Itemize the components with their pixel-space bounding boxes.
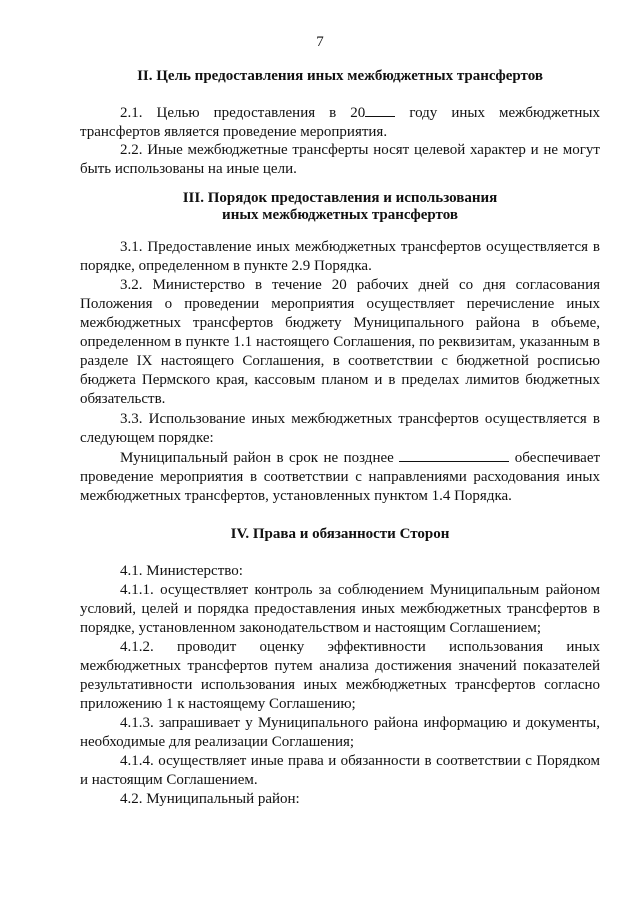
year-blank (365, 103, 395, 117)
section-3-title-line-2: иных межбюджетных трансфертов (222, 207, 458, 223)
paragraph-3-3: 3.3. Использование иных межбюджетных трансфертов осуществляется в следующем порядке: (80, 411, 600, 446)
section-2-title: II. Цель предоставления иных межбюджетных трансфертов (137, 68, 543, 84)
page-number: 7 (316, 34, 324, 50)
paragraph-4-1-4: 4.1.4. осуществляет иные права и обязанности в соответствии с Порядком и настоящим Соглашением. (80, 753, 600, 788)
paragraph-3-2: 3.2. Министерство в течение 20 рабочих дней со дня согласования Положения о проведении мероприятия осуществляет перечисление иных межбюджетных трансфертов бюджету Муниципального района в объеме, определенном в пункте 1.1 настоящего Соглашения, по реквизитам, указанным в разделе IX настоящего Соглашения, в соответствии с бюджетной росписью бюджета Пермского края, кассовым планом и в пределах лимитов бюджетных обязательств. (80, 277, 600, 407)
paragraph-4-2: 4.2. Муниципальный район: (120, 791, 300, 807)
paragraph-3-1: 3.1. Предоставление иных межбюджетных трансфертов осуществляется в порядке, определенном в пункте 2.9 Порядка. (80, 239, 600, 274)
municipal-paragraph-start: Муниципальный район в срок не позднее (120, 450, 394, 466)
paragraph-4-1-2: 4.1.2. проводит оценку эффективности использования иных межбюджетных трансфертов путем анализа достижения значений показателей результативности использования иных межбюджетных трансфертов согласно приложению 1 к настоящему Соглашению; (80, 639, 600, 712)
paragraph-municipal-district (80, 448, 600, 506)
paragraph-2-2: 2.2. Иные межбюджетные трансферты носят целевой характер и не могут быть использованы на иные цели. (80, 142, 600, 177)
paragraph-2-1-end: году иных межбюджетных трансфертов является проведение мероприятия. (80, 105, 601, 140)
paragraph-4-1-1: 4.1.1. осуществляет контроль за соблюдением Муниципальным районом условий, целей и порядка предоставления иных межбюджетных трансфертов в порядке, установленном законодательством и настоящим Соглашением; (80, 582, 600, 636)
section-4-title: IV. Права и обязанности Сторон (230, 526, 450, 542)
section-3-title (80, 190, 600, 224)
paragraph-4-1-3: 4.1.3. запрашивает у Муниципального района информацию и документы, необходимые для реализации Соглашения; (80, 715, 600, 750)
municipal-paragraph-end: обеспечивает проведение мероприятия в соответствии с направлениями расходования иных межбюджетных трансфертов, установленных пунктом 1.4 Порядка. (80, 450, 601, 504)
paragraph-2-1 (80, 103, 600, 142)
deadline-blank (399, 448, 509, 462)
section-3-title-line-1: III. Порядок предоставления и использования (182, 190, 498, 206)
paragraph-4-1: 4.1. Министерство: (120, 563, 243, 579)
paragraph-2-1-start: 2.1. Целью предоставления в 20 (120, 105, 366, 121)
